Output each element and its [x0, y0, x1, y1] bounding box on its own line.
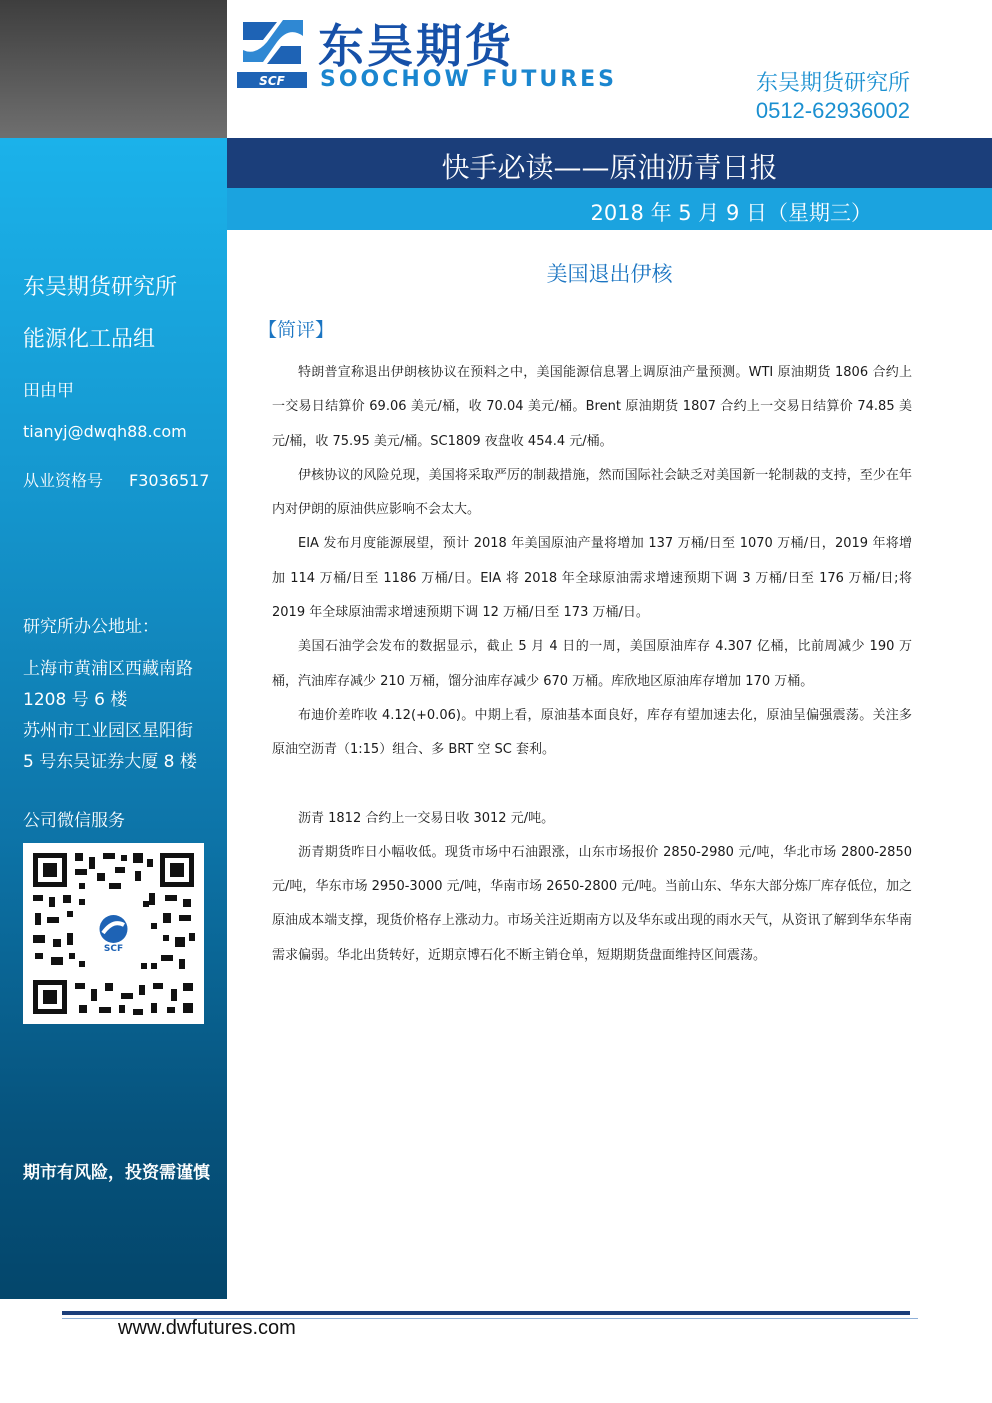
- address-line: 5 号东吴证券大厦 8 楼: [23, 752, 197, 772]
- paragraph: 特朗普宣称退出伊朗核协议在预料之中，美国能源信息署上调原油产量预测。WTI 原油期货 1806 合约上一交易日结算价 69.06 美元/桶，收 70.04 美元/桶。Brent 原油期货 1807 合约上一交易日结算价 74.85 美元/桶，收 75.95 美元/桶。SC1809 夜盘收 454.4 元/桶。: [272, 365, 912, 449]
- section-heading: 【简评】: [258, 319, 335, 341]
- certificate-label: 从业资格号: [23, 471, 104, 490]
- brand-name-en: SOOCHOW FUTURES: [320, 67, 618, 92]
- report-date: 2018 年 5 月 9 日（星期三）: [590, 201, 872, 225]
- paragraph-spacer: [272, 768, 912, 802]
- qr-code-icon: [23, 843, 204, 1024]
- address-title: 研究所办公地址：: [23, 617, 159, 637]
- footer-website-link[interactable]: www.dwfutures.com: [118, 1317, 296, 1339]
- sidebar-org: 东吴期货研究所: [23, 275, 178, 300]
- paragraph: 美国石油学会发布的数据显示，截止 5 月 4 日的一周，美国原油库存 4.307 亿桶，比前周减少 190 万桶，汽油库存减少 210 万桶，馏分油库存减少 670 万桶。库欣地区原油库存增加 170 万桶。: [272, 639, 912, 689]
- article-body: [272, 356, 912, 973]
- header-phone: 0512-62936002: [755, 98, 910, 123]
- article-headline: 美国退出伊核: [546, 262, 673, 286]
- report-title: 快手必读——原油沥青日报: [441, 151, 778, 184]
- certificate-value: F3036517: [129, 471, 210, 490]
- header-org: 东吴期货研究所: [755, 71, 910, 96]
- qr-logo-text: SCF: [103, 944, 124, 954]
- brand-name-cn: 东吴期货: [318, 19, 514, 73]
- address-line: 上海市黄浦区西藏南路: [23, 659, 193, 679]
- address-line: 苏州市工业园区星阳街: [23, 721, 193, 741]
- date-bar: [227, 188, 992, 230]
- analyst-name: 田由甲: [23, 381, 74, 401]
- sidebar-group: 能源化工品组: [23, 327, 156, 352]
- certificate-number: [23, 468, 209, 491]
- analyst-email[interactable]: tianyj@dwqh88.com: [23, 422, 187, 441]
- paragraph: 布迪价差昨收 4.12(+0.06)。中期上看，原油基本面良好，库存有望加速去化，原油呈偏强震荡。关注多原油空沥青（1:15）组合、多 BRT 空 SC 套利。: [272, 707, 912, 758]
- title-bar: [227, 138, 992, 188]
- paragraph: 伊核协议的风险兑现，美国将采取严厉的制裁措施，然而国际社会缺乏对美国新一轮制裁的支持，至少在年内对伊朗的原油供应影响不会太大。: [272, 467, 912, 518]
- wechat-label: 公司微信服务: [23, 811, 125, 831]
- paragraph: 沥青期货昨日小幅收低。现货市场中石油跟涨，山东市场报价 2850-2980 元/吨，华北市场 2800-2850 元/吨，华东市场 2950-3000 元/吨，华南市场 2650-2800 元/吨。当前山东、华东大部分炼厂库存低位，加之原油成本端支撑，现货价格存上涨动力。市场关注近期南方以及华东或出现的雨水天气，从资讯了解到华东华南需求偏弱。华北出货转好，近期京博石化不断主销仓单，短期期货盘面维持区间震荡。: [272, 844, 912, 963]
- risk-warning: 期市有风险，投资需谨慎: [23, 1163, 210, 1183]
- footer-divider: [62, 1311, 910, 1315]
- address-line: 1208 号 6 楼: [23, 690, 128, 710]
- wechat-qr-code: [23, 843, 204, 1024]
- paragraph: 沥青 1812 合约上一交易日收 3012 元/吨。: [298, 810, 555, 826]
- soochow-logo-icon: [237, 16, 307, 90]
- paragraph: EIA 发布月度能源展望，预计 2018 年美国原油产量将增加 137 万桶/日至 1070 万桶/日，2019 年将增加 114 万桶/日至 1186 万桶/日。EIA 将 2018 年全球原油需求增速预期下调 3 万桶/日至 176 万桶/日;将 2019 年全球原油需求增速预期下调 12 万桶/日至 173 万桶/日。: [272, 536, 912, 621]
- sidebar: [0, 138, 227, 1299]
- sidebar-top-block: [0, 0, 227, 138]
- logo-text: SCF: [259, 74, 285, 88]
